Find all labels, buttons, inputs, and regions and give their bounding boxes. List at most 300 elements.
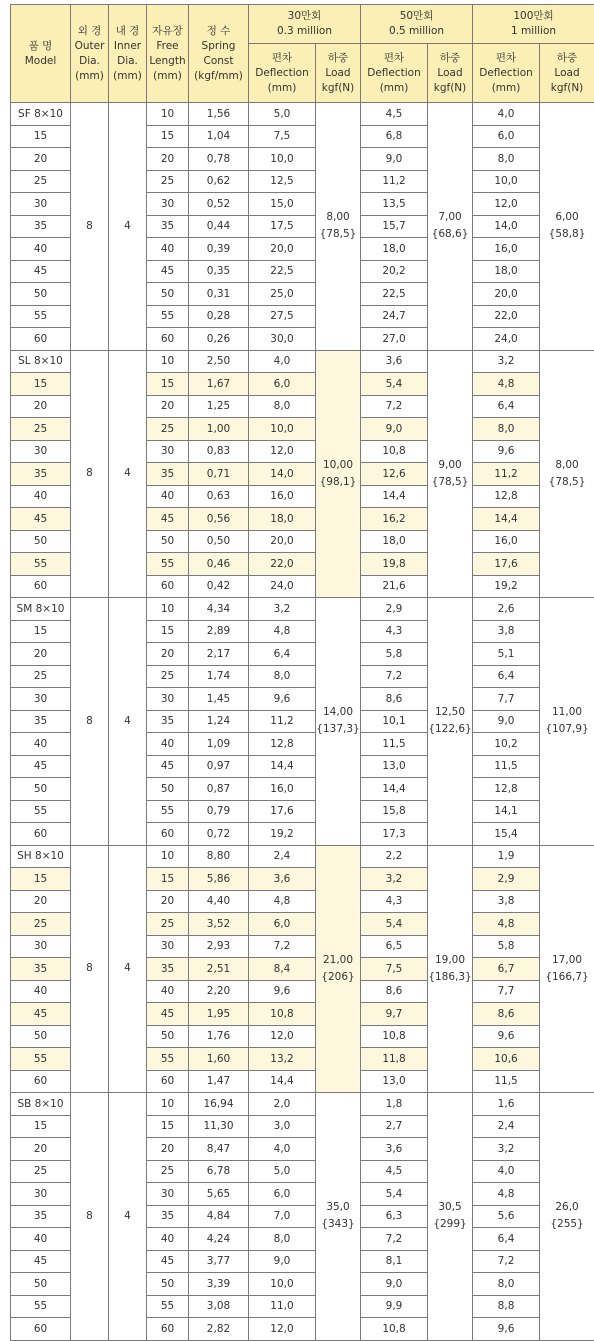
load-100-cell: 11,00 {107,9}	[540, 598, 594, 846]
deflection-100-cell: 9,6	[473, 1025, 540, 1048]
spring-const-cell: 0,26	[189, 328, 249, 351]
deflection-30-cell: 6,0	[249, 913, 316, 936]
model-cell: 45	[11, 1250, 71, 1273]
deflection-30-cell: 17,5	[249, 215, 316, 238]
load-50-cell: 19,00 {186,3}	[428, 845, 473, 1093]
deflection-50-cell: 1,8	[361, 1093, 428, 1116]
free-length-cell: 60	[147, 328, 189, 351]
free-length-cell: 40	[147, 980, 189, 1003]
deflection-50-cell: 3,2	[361, 868, 428, 891]
header-model: 품 명 Model	[11, 5, 71, 103]
deflection-100-cell: 3,8	[473, 620, 540, 643]
deflection-50-cell: 24,7	[361, 305, 428, 328]
deflection-100-cell: 2,4	[473, 1115, 540, 1138]
deflection-100-cell: 16,0	[473, 238, 540, 261]
deflection-30-cell: 18,0	[249, 508, 316, 531]
spring-const-cell: 0,35	[189, 260, 249, 283]
deflection-30-cell: 20,0	[249, 530, 316, 553]
header-group-1-million: 100만회 1 million	[473, 5, 594, 44]
spring-const-cell: 0,31	[189, 283, 249, 306]
load-50-cell: 7,00 {68,6}	[428, 103, 473, 351]
deflection-100-cell: 1,6	[473, 1093, 540, 1116]
deflection-50-cell: 6,3	[361, 1205, 428, 1228]
model-cell: SF 8×10	[11, 103, 71, 126]
model-cell: 55	[11, 800, 71, 823]
deflection-50-cell: 5,8	[361, 643, 428, 666]
deflection-100-cell: 14,1	[473, 800, 540, 823]
deflection-100-cell: 6,4	[473, 1228, 540, 1251]
deflection-100-cell: 22,0	[473, 305, 540, 328]
spring-const-cell: 0,52	[189, 193, 249, 216]
deflection-50-cell: 8,6	[361, 980, 428, 1003]
deflection-100-cell: 19,2	[473, 575, 540, 598]
deflection-100-cell: 10,0	[473, 170, 540, 193]
deflection-50-cell: 18,0	[361, 530, 428, 553]
spring-const-cell: 0,42	[189, 575, 249, 598]
deflection-100-cell: 11,5	[473, 1070, 540, 1093]
header-outer-dia: 외 경 Outer Dia. (mm)	[71, 5, 109, 103]
free-length-cell: 45	[147, 1250, 189, 1273]
model-cell: 15	[11, 1115, 71, 1138]
table-header	[11, 5, 594, 103]
model-cell: 30	[11, 688, 71, 711]
header-deflection-50: 편차 Deflection (mm)	[361, 44, 428, 103]
free-length-cell: 55	[147, 1048, 189, 1071]
free-length-cell: 50	[147, 778, 189, 801]
free-length-cell: 50	[147, 283, 189, 306]
free-length-cell: 15	[147, 620, 189, 643]
free-length-cell: 40	[147, 485, 189, 508]
deflection-30-cell: 12,0	[249, 1318, 316, 1341]
deflection-30-cell: 19,2	[249, 823, 316, 846]
spring-const-cell: 1,76	[189, 1025, 249, 1048]
model-cell: 25	[11, 1160, 71, 1183]
model-cell: 20	[11, 890, 71, 913]
spring-const-cell: 1,47	[189, 1070, 249, 1093]
spring-const-cell: 1,24	[189, 710, 249, 733]
load-100-cell: 6,00 {58,8}	[540, 103, 594, 351]
spring-const-cell: 2,17	[189, 643, 249, 666]
deflection-30-cell: 5,0	[249, 103, 316, 126]
deflection-100-cell: 4,0	[473, 1160, 540, 1183]
spring-const-cell: 0,56	[189, 508, 249, 531]
deflection-30-cell: 10,0	[249, 148, 316, 171]
free-length-cell: 10	[147, 103, 189, 126]
free-length-cell: 30	[147, 1183, 189, 1206]
header-spring-const: 정 수 Spring Const (kgf/mm)	[189, 5, 249, 103]
load-30-cell: 21,00 {206}	[316, 845, 361, 1093]
deflection-100-cell: 18,0	[473, 260, 540, 283]
deflection-30-cell: 6,4	[249, 643, 316, 666]
deflection-100-cell: 5,8	[473, 935, 540, 958]
deflection-100-cell: 1,9	[473, 845, 540, 868]
deflection-50-cell: 14,4	[361, 485, 428, 508]
model-cell: 35	[11, 215, 71, 238]
model-cell: 50	[11, 1025, 71, 1048]
model-cell: 40	[11, 238, 71, 261]
free-length-cell: 60	[147, 575, 189, 598]
load-100-cell: 17,00 {166,7}	[540, 845, 594, 1093]
free-length-cell: 15	[147, 125, 189, 148]
free-length-cell: 30	[147, 440, 189, 463]
spring-const-cell: 0,78	[189, 148, 249, 171]
deflection-30-cell: 12,5	[249, 170, 316, 193]
deflection-50-cell: 3,6	[361, 1138, 428, 1161]
deflection-100-cell: 8,8	[473, 1295, 540, 1318]
spring-const-cell: 0,44	[189, 215, 249, 238]
spring-const-cell: 8,47	[189, 1138, 249, 1161]
spring-const-cell: 2,82	[189, 1318, 249, 1341]
spring-const-cell: 0,63	[189, 485, 249, 508]
free-length-cell: 25	[147, 913, 189, 936]
deflection-50-cell: 2,9	[361, 598, 428, 621]
deflection-30-cell: 10,0	[249, 418, 316, 441]
model-cell: 30	[11, 935, 71, 958]
spring-spec-table-container	[10, 4, 594, 1341]
spring-const-cell: 3,52	[189, 913, 249, 936]
section-sm	[11, 598, 594, 846]
spring-const-cell: 0,83	[189, 440, 249, 463]
free-length-cell: 25	[147, 418, 189, 441]
deflection-100-cell: 14,4	[473, 508, 540, 531]
model-cell: 35	[11, 463, 71, 486]
deflection-50-cell: 17,3	[361, 823, 428, 846]
deflection-50-cell: 12,6	[361, 463, 428, 486]
free-length-cell: 60	[147, 823, 189, 846]
free-length-cell: 60	[147, 1070, 189, 1093]
load-50-cell: 12,50 {122,6}	[428, 598, 473, 846]
free-length-cell: 35	[147, 215, 189, 238]
deflection-100-cell: 12,8	[473, 485, 540, 508]
deflection-30-cell: 7,2	[249, 935, 316, 958]
free-length-cell: 25	[147, 665, 189, 688]
model-cell: 60	[11, 328, 71, 351]
model-cell: 40	[11, 1228, 71, 1251]
spring-const-cell: 2,20	[189, 980, 249, 1003]
deflection-30-cell: 12,8	[249, 733, 316, 756]
section-sf	[11, 103, 594, 351]
header-load-100: 하중 Load kgf(N)	[540, 44, 594, 103]
spring-const-cell: 5,65	[189, 1183, 249, 1206]
spring-const-cell: 0,50	[189, 530, 249, 553]
deflection-50-cell: 6,8	[361, 125, 428, 148]
deflection-30-cell: 10,8	[249, 1003, 316, 1026]
model-cell: 55	[11, 1048, 71, 1071]
free-length-cell: 30	[147, 935, 189, 958]
deflection-50-cell: 4,3	[361, 620, 428, 643]
deflection-50-cell: 7,2	[361, 395, 428, 418]
deflection-100-cell: 10,6	[473, 1048, 540, 1071]
model-cell: 20	[11, 148, 71, 171]
deflection-30-cell: 8,0	[249, 665, 316, 688]
free-length-cell: 30	[147, 193, 189, 216]
deflection-30-cell: 4,8	[249, 620, 316, 643]
load-30-cell: 8,00 {78,5}	[316, 103, 361, 351]
spring-const-cell: 1,04	[189, 125, 249, 148]
inner-dia-cell: 4	[109, 1093, 147, 1341]
load-50-cell: 30,5 {299}	[428, 1093, 473, 1341]
deflection-30-cell: 4,0	[249, 350, 316, 373]
model-cell: SL 8×10	[11, 350, 71, 373]
free-length-cell: 10	[147, 598, 189, 621]
deflection-100-cell: 2,9	[473, 868, 540, 891]
deflection-100-cell: 15,4	[473, 823, 540, 846]
spring-const-cell: 6,78	[189, 1160, 249, 1183]
spring-const-cell: 8,80	[189, 845, 249, 868]
outer-dia-cell: 8	[71, 1093, 109, 1341]
deflection-100-cell: 4,8	[473, 373, 540, 396]
model-cell: 60	[11, 823, 71, 846]
deflection-50-cell: 7,2	[361, 665, 428, 688]
deflection-100-cell: 3,8	[473, 890, 540, 913]
spring-const-cell: 1,67	[189, 373, 249, 396]
free-length-cell: 25	[147, 1160, 189, 1183]
free-length-cell: 20	[147, 148, 189, 171]
deflection-50-cell: 4,3	[361, 890, 428, 913]
header-group-0.5-million: 50만회 0.5 million	[361, 5, 473, 44]
deflection-30-cell: 12,0	[249, 440, 316, 463]
deflection-100-cell: 3,2	[473, 1138, 540, 1161]
deflection-50-cell: 3,6	[361, 350, 428, 373]
deflection-100-cell: 7,7	[473, 688, 540, 711]
deflection-50-cell: 9,0	[361, 1273, 428, 1296]
deflection-50-cell: 4,5	[361, 103, 428, 126]
load-100-cell: 8,00 {78,5}	[540, 350, 594, 598]
free-length-cell: 50	[147, 1025, 189, 1048]
header-free-length: 자유장 Free Length (mm)	[147, 5, 189, 103]
section-sh	[11, 845, 594, 1093]
deflection-50-cell: 9,9	[361, 1295, 428, 1318]
header-group-0.3-million: 30만회 0.3 million	[249, 5, 361, 44]
model-cell: SB 8×10	[11, 1093, 71, 1116]
model-cell: 30	[11, 440, 71, 463]
spring-const-cell: 0,62	[189, 170, 249, 193]
deflection-30-cell: 8,0	[249, 1228, 316, 1251]
deflection-100-cell: 8,0	[473, 148, 540, 171]
model-cell: 50	[11, 530, 71, 553]
inner-dia-cell: 4	[109, 350, 147, 598]
model-cell: 25	[11, 913, 71, 936]
deflection-30-cell: 3,0	[249, 1115, 316, 1138]
spring-const-cell: 0,46	[189, 553, 249, 576]
spring-const-cell: 4,24	[189, 1228, 249, 1251]
table-row	[11, 1093, 594, 1116]
deflection-100-cell: 10,2	[473, 733, 540, 756]
deflection-30-cell: 9,0	[249, 1250, 316, 1273]
deflection-100-cell: 9,6	[473, 440, 540, 463]
deflection-30-cell: 2,4	[249, 845, 316, 868]
inner-dia-cell: 4	[109, 598, 147, 846]
deflection-50-cell: 21,6	[361, 575, 428, 598]
deflection-50-cell: 5,4	[361, 373, 428, 396]
free-length-cell: 45	[147, 1003, 189, 1026]
model-cell: 40	[11, 980, 71, 1003]
deflection-30-cell: 20,0	[249, 238, 316, 261]
deflection-30-cell: 4,0	[249, 1138, 316, 1161]
model-cell: 15	[11, 620, 71, 643]
model-cell: 45	[11, 508, 71, 531]
deflection-50-cell: 2,7	[361, 1115, 428, 1138]
deflection-30-cell: 15,0	[249, 193, 316, 216]
model-cell: 30	[11, 1183, 71, 1206]
spring-const-cell: 0,72	[189, 823, 249, 846]
deflection-50-cell: 6,5	[361, 935, 428, 958]
model-cell: 15	[11, 125, 71, 148]
deflection-50-cell: 15,7	[361, 215, 428, 238]
free-length-cell: 55	[147, 305, 189, 328]
deflection-30-cell: 3,6	[249, 868, 316, 891]
model-cell: 20	[11, 643, 71, 666]
deflection-50-cell: 5,4	[361, 1183, 428, 1206]
deflection-50-cell: 11,2	[361, 170, 428, 193]
model-cell: 60	[11, 1318, 71, 1341]
load-30-cell: 14,00 {137,3}	[316, 598, 361, 846]
spring-const-cell: 0,79	[189, 800, 249, 823]
deflection-100-cell: 8,0	[473, 1273, 540, 1296]
section-sl	[11, 350, 594, 598]
deflection-100-cell: 4,8	[473, 1183, 540, 1206]
deflection-30-cell: 16,0	[249, 778, 316, 801]
deflection-30-cell: 8,0	[249, 395, 316, 418]
model-cell: 15	[11, 868, 71, 891]
outer-dia-cell: 8	[71, 103, 109, 351]
model-cell: 35	[11, 710, 71, 733]
deflection-50-cell: 16,2	[361, 508, 428, 531]
deflection-30-cell: 11,0	[249, 1295, 316, 1318]
deflection-50-cell: 7,2	[361, 1228, 428, 1251]
free-length-cell: 40	[147, 733, 189, 756]
deflection-50-cell: 7,5	[361, 958, 428, 981]
deflection-100-cell: 8,6	[473, 1003, 540, 1026]
deflection-30-cell: 7,5	[249, 125, 316, 148]
model-cell: SM 8×10	[11, 598, 71, 621]
model-cell: 50	[11, 778, 71, 801]
deflection-30-cell: 2,0	[249, 1093, 316, 1116]
model-cell: 20	[11, 395, 71, 418]
free-length-cell: 35	[147, 463, 189, 486]
model-cell: 50	[11, 1273, 71, 1296]
deflection-50-cell: 10,1	[361, 710, 428, 733]
deflection-100-cell: 9,6	[473, 1318, 540, 1341]
deflection-30-cell: 9,6	[249, 980, 316, 1003]
spring-const-cell: 2,50	[189, 350, 249, 373]
deflection-100-cell: 5,1	[473, 643, 540, 666]
deflection-30-cell: 14,4	[249, 1070, 316, 1093]
deflection-30-cell: 24,0	[249, 575, 316, 598]
deflection-50-cell: 10,8	[361, 440, 428, 463]
model-cell: 40	[11, 485, 71, 508]
deflection-50-cell: 13,0	[361, 1070, 428, 1093]
spring-const-cell: 1,00	[189, 418, 249, 441]
spring-const-cell: 2,93	[189, 935, 249, 958]
deflection-30-cell: 13,2	[249, 1048, 316, 1071]
deflection-100-cell: 20,0	[473, 283, 540, 306]
table-row	[11, 350, 594, 373]
deflection-50-cell: 8,1	[361, 1250, 428, 1273]
spring-const-cell: 1,56	[189, 103, 249, 126]
model-cell: 55	[11, 553, 71, 576]
free-length-cell: 20	[147, 890, 189, 913]
deflection-30-cell: 11,2	[249, 710, 316, 733]
spring-const-cell: 1,95	[189, 1003, 249, 1026]
deflection-50-cell: 9,7	[361, 1003, 428, 1026]
spring-const-cell: 2,89	[189, 620, 249, 643]
deflection-50-cell: 13,5	[361, 193, 428, 216]
free-length-cell: 45	[147, 260, 189, 283]
deflection-50-cell: 10,8	[361, 1318, 428, 1341]
deflection-30-cell: 8,4	[249, 958, 316, 981]
table-row	[11, 598, 594, 621]
deflection-50-cell: 11,5	[361, 733, 428, 756]
inner-dia-cell: 4	[109, 845, 147, 1093]
deflection-100-cell: 3,2	[473, 350, 540, 373]
deflection-50-cell: 13,0	[361, 755, 428, 778]
deflection-50-cell: 10,8	[361, 1025, 428, 1048]
model-cell: 25	[11, 170, 71, 193]
header-deflection-30: 편차 Deflection (mm)	[249, 44, 316, 103]
model-cell: 45	[11, 260, 71, 283]
load-30-cell: 10,00 {98,1}	[316, 350, 361, 598]
deflection-50-cell: 5,4	[361, 913, 428, 936]
spring-const-cell: 16,94	[189, 1093, 249, 1116]
free-length-cell: 45	[147, 508, 189, 531]
model-cell: 60	[11, 1070, 71, 1093]
model-cell: 15	[11, 373, 71, 396]
spring-const-cell: 4,34	[189, 598, 249, 621]
spring-const-cell: 0,39	[189, 238, 249, 261]
deflection-100-cell: 2,6	[473, 598, 540, 621]
deflection-50-cell: 9,0	[361, 418, 428, 441]
load-100-cell: 26,0 {255}	[540, 1093, 594, 1341]
free-length-cell: 10	[147, 1093, 189, 1116]
load-30-cell: 35,0 {343}	[316, 1093, 361, 1341]
deflection-100-cell: 11,5	[473, 755, 540, 778]
deflection-50-cell: 9,0	[361, 148, 428, 171]
section-sb	[11, 1093, 594, 1341]
model-cell: 35	[11, 1205, 71, 1228]
deflection-100-cell: 7,2	[473, 1250, 540, 1273]
free-length-cell: 25	[147, 170, 189, 193]
deflection-50-cell: 19,8	[361, 553, 428, 576]
model-cell: 55	[11, 305, 71, 328]
free-length-cell: 10	[147, 845, 189, 868]
model-cell: 40	[11, 733, 71, 756]
model-cell: 25	[11, 418, 71, 441]
deflection-30-cell: 14,0	[249, 463, 316, 486]
free-length-cell: 30	[147, 688, 189, 711]
header-inner-dia: 내 경 Inner Dia. (mm)	[109, 5, 147, 103]
spring-spec-table	[10, 4, 594, 1341]
inner-dia-cell: 4	[109, 103, 147, 351]
deflection-50-cell: 8,6	[361, 688, 428, 711]
deflection-30-cell: 5,0	[249, 1160, 316, 1183]
header-load-50: 하중 Load kgf(N)	[428, 44, 473, 103]
free-length-cell: 55	[147, 553, 189, 576]
spring-const-cell: 1,60	[189, 1048, 249, 1071]
deflection-30-cell: 16,0	[249, 485, 316, 508]
deflection-30-cell: 27,5	[249, 305, 316, 328]
free-length-cell: 10	[147, 350, 189, 373]
model-cell: 50	[11, 283, 71, 306]
model-cell: 45	[11, 755, 71, 778]
model-cell: 60	[11, 575, 71, 598]
model-cell: SH 8×10	[11, 845, 71, 868]
free-length-cell: 15	[147, 868, 189, 891]
deflection-50-cell: 27,0	[361, 328, 428, 351]
free-length-cell: 35	[147, 1205, 189, 1228]
deflection-100-cell: 12,0	[473, 193, 540, 216]
load-50-cell: 9,00 {78,5}	[428, 350, 473, 598]
